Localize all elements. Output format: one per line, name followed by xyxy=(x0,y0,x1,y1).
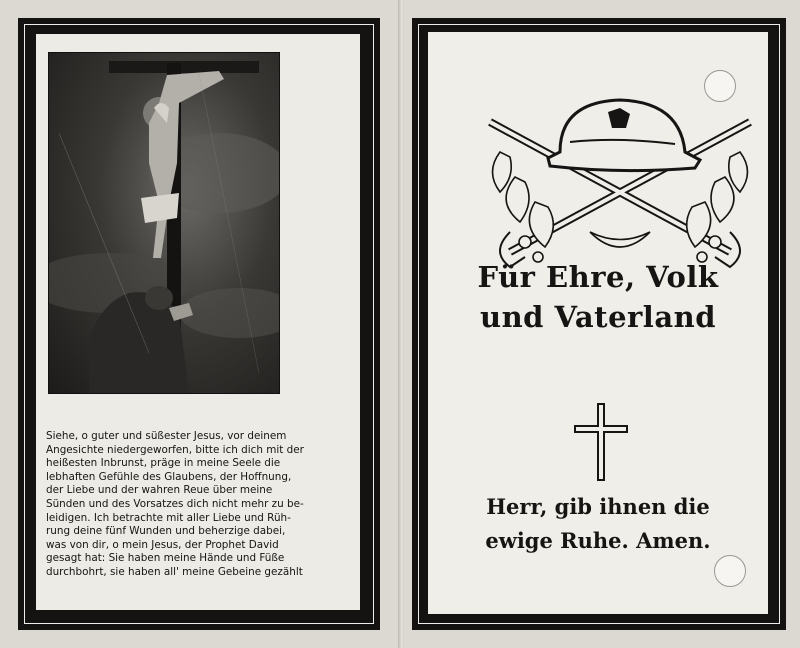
crucifixion-icon xyxy=(49,53,279,393)
prayer-line: Angesichte niedergeworfen, bitte ich dich mit der xyxy=(46,443,304,456)
closing-prayer-line-2: ewige Ruhe. Amen. xyxy=(485,528,711,553)
punch-hole-bottom xyxy=(714,555,746,587)
helmet-sabres-emblem xyxy=(480,82,760,272)
prayer-line: Sünden und des Vorsatzes dich nicht mehr zu be- xyxy=(46,497,304,510)
prayer-line: heißesten Inbrunst, präge in meine Seele die xyxy=(46,457,281,470)
prayer-line: durchbohrt, sie haben all' meine Gebeine gezählt xyxy=(46,565,303,578)
right-paper-area xyxy=(428,32,768,614)
prayer-line: lebhaften Gefühle des Glaubens, der Hoffnung, xyxy=(46,470,292,483)
prayer-text xyxy=(46,430,346,580)
prayer-line: gesagt hat: Sie haben meine Hände und Füße xyxy=(46,552,285,565)
punch-hole-top xyxy=(704,70,736,102)
prayer-line: der Liebe und der wahren Reue über meine xyxy=(46,484,273,497)
prayer-line: leidigen. Ich betrachte mit aller Liebe und Rüh- xyxy=(46,511,291,524)
prayer-line: rung deine fünf Wunden und beherzige dabei, xyxy=(46,525,286,538)
right-panel xyxy=(404,0,800,648)
prayer-line: Siehe, o guter und süßester Jesus, vor deinem xyxy=(46,430,287,442)
motto-line-2: und Vaterland xyxy=(480,300,716,334)
motto-line-1: Für Ehre, Volk xyxy=(477,260,719,294)
prayer-line: was von dir, o mein Jesus, der Prophet David xyxy=(46,538,279,551)
closing-prayer-line-1: Herr, gib ihnen die xyxy=(486,494,710,519)
crucifixion-image xyxy=(48,52,280,394)
latin-cross-icon xyxy=(571,402,631,482)
